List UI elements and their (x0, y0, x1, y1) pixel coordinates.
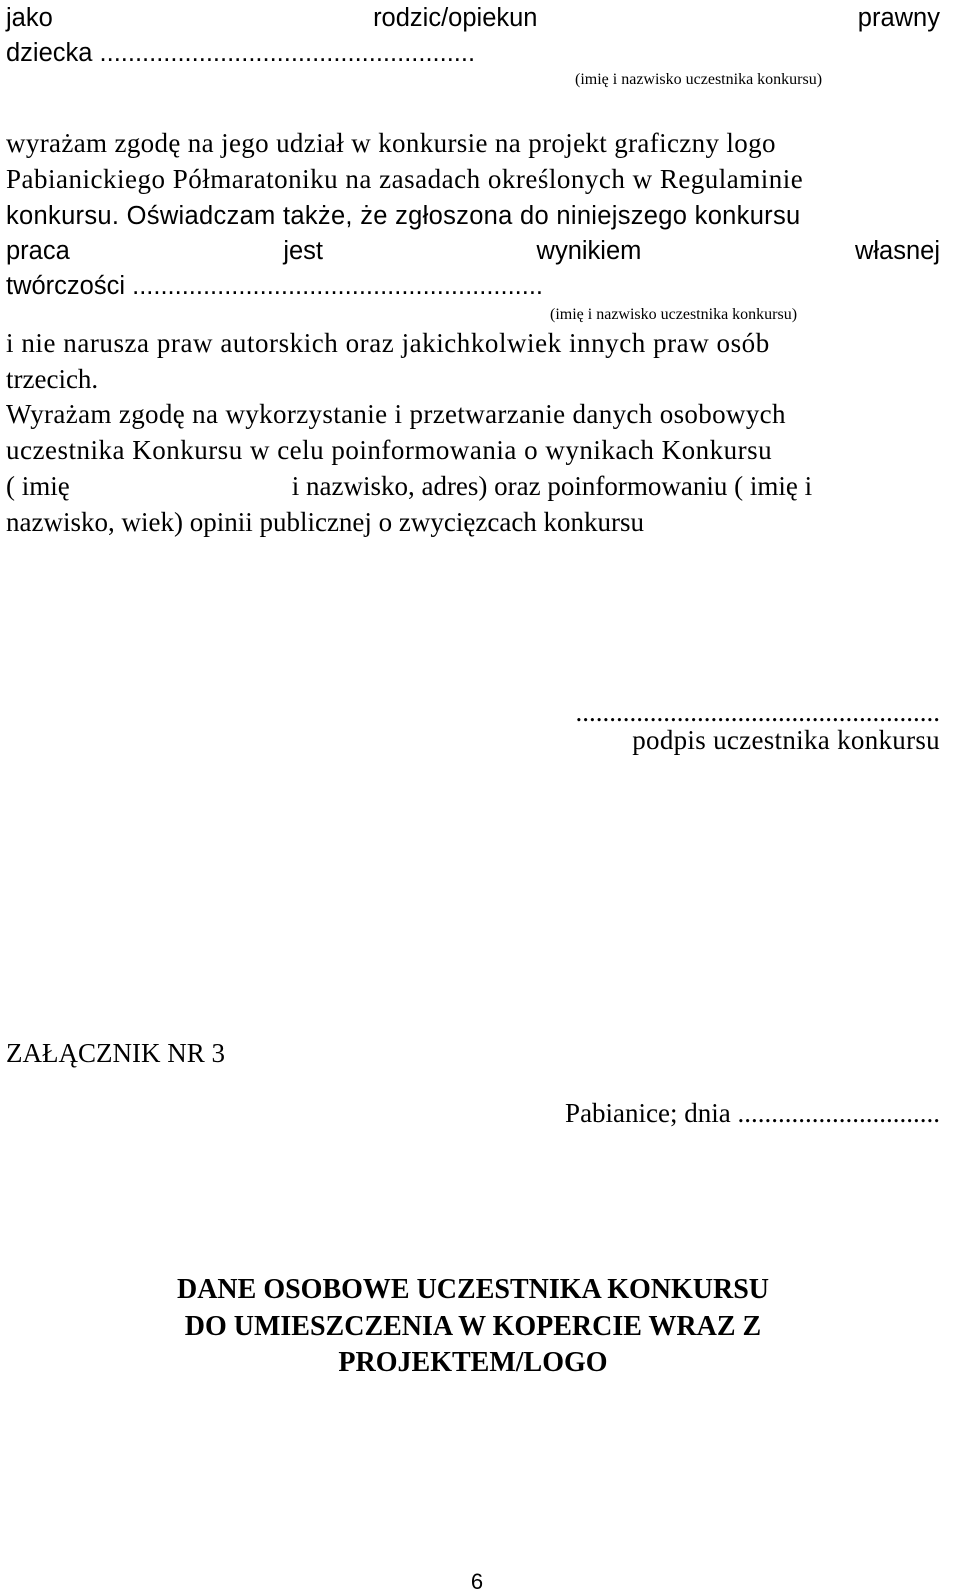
data-consent-line-2: uczestnika Konkursu w celu poinformowania o wynikach Konkursu (6, 435, 773, 465)
consent-line-7: twórczości .......................................................... (6, 272, 544, 300)
signature-dots: ...................................................... (575, 697, 940, 727)
annex-heading-line-2: DO UMIESZCZENIA W KOPERCIE WRAZ Z (184, 1311, 762, 1342)
consent-line-5: konkursu. Oświadczam także, że zgłoszona do niniejszego konkursu (6, 202, 801, 230)
annex-title: ZAŁĄCZNIK NR 3 (6, 1038, 225, 1068)
data-consent-line-4: nazwisko, wiek) opinii publicznej o zwycięzcach konkursu (6, 507, 645, 537)
word-jako: jako (6, 4, 53, 32)
participant-name-note-1: (imię i nazwisko uczestnika konkursu) (575, 71, 823, 88)
consent-line-6 (6, 233, 940, 269)
consent-line-9: trzecich. (6, 364, 99, 394)
word-wlasnej: własnej (854, 237, 940, 265)
data-consent-line-3-end: i nazwisko, adres) oraz poinformowaniu ( imię i (291, 471, 813, 501)
word-wynikiem: wynikiem (536, 237, 642, 265)
participant-name-note-2: (imię i nazwisko uczestnika konkursu) (550, 306, 798, 323)
data-consent-line-3-start: ( imię (6, 471, 70, 501)
word-prawny: prawny (857, 4, 940, 32)
annex-heading-line-1: DANE OSOBOWE UCZESTNIKA KONKURSU (176, 1274, 769, 1305)
data-consent-line-3 (6, 468, 940, 504)
word-rodzic-opiekun: rodzic/opiekun (373, 4, 538, 32)
annex-heading-line-3: PROJEKTEM/LOGO (338, 1347, 608, 1378)
place-date: Pabianice; dnia .............................. (565, 1098, 940, 1128)
consent-line-3 (6, 125, 940, 161)
data-consent-line-1: Wyrażam zgodę na wykorzystanie i przetwarzanie danych osobowych (6, 399, 786, 429)
word-jest: jest (283, 237, 324, 265)
consent-line-2: dziecka ..................................................... (6, 39, 476, 67)
consent-line-8: i nie narusza praw autorskich oraz jakichkolwiek innych praw osób (6, 328, 770, 358)
consent-line-1 (6, 0, 940, 36)
signature-label: podpis uczestnika konkursu (632, 725, 940, 755)
page-number: 6 (470, 1569, 484, 1594)
word-praca: praca (6, 237, 70, 265)
consent-line-3-text: wyrażam zgodę na jego udział w konkursie na projekt graficzny logo (6, 128, 776, 158)
consent-line-4: Pabianickiego Półmaratoniku na zasadach określonych w Regulaminie (6, 164, 804, 194)
